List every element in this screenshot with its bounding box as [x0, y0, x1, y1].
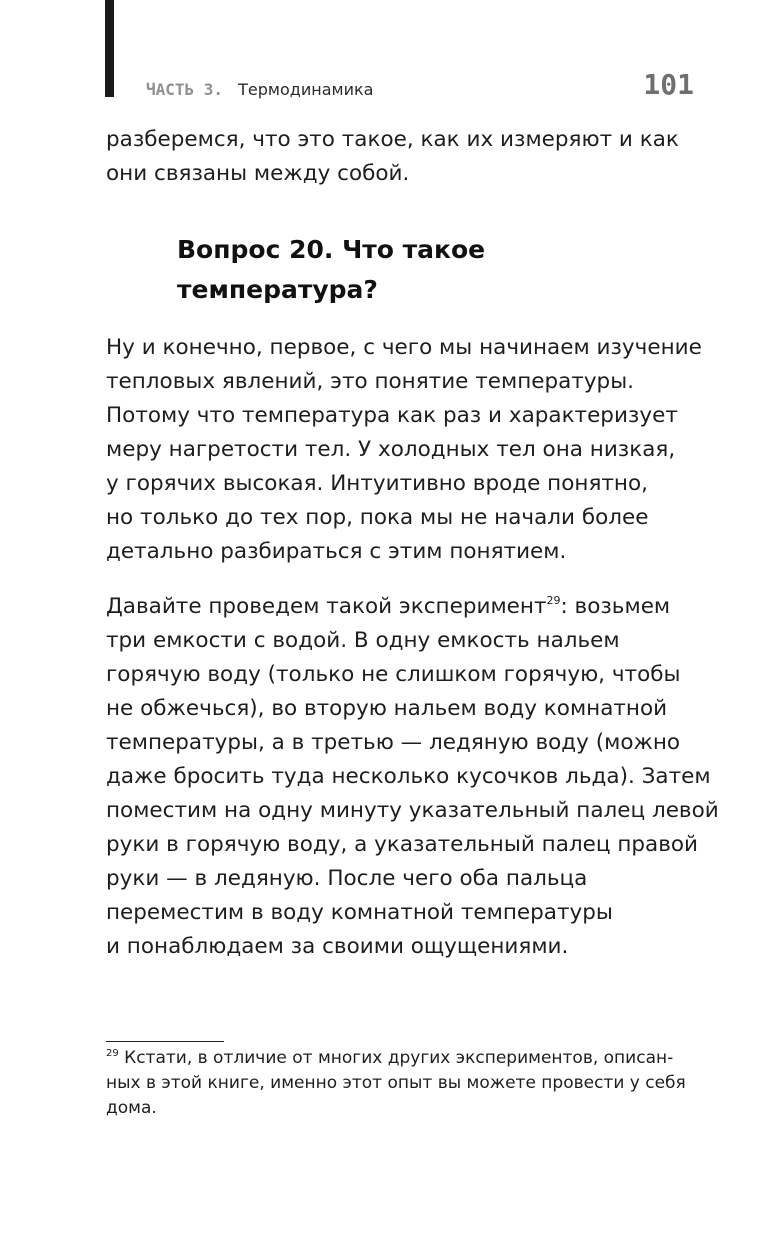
part-label: ЧАСТЬ 3.	[146, 80, 224, 99]
paragraph-temperature-intro	[106, 331, 702, 569]
text-line: и понаблюдаем за своими ощущениями.	[106, 934, 569, 959]
text-line: Потому что температура как раз и характеризует	[106, 403, 678, 428]
footnote-line	[106, 1046, 674, 1071]
text-line: горячую воду (только не слишком горячую, чтобы	[106, 662, 681, 687]
text-line: но только до тех пор, пока мы не начали более	[106, 505, 649, 530]
footnote-number: 29	[106, 1048, 119, 1059]
section-heading	[177, 230, 657, 310]
text-line: поместим на одну минуту указательный палец левой	[106, 798, 719, 823]
text-line: тепловых явлений, это понятие температуры.	[106, 369, 635, 394]
footnote-line: дома.	[106, 1098, 157, 1118]
text-line: переместим в воду комнатной температуры	[106, 900, 613, 925]
text-line: руки в горячую воду, а указательный палец правой	[106, 832, 698, 857]
footnote-text: Кстати, в отличие от многих других экспериментов, описан-	[124, 1048, 674, 1068]
experiment-text-start: Давайте проведем такой эксперимент	[106, 594, 547, 619]
text-line	[106, 590, 671, 624]
paragraph-experiment	[106, 590, 719, 964]
text-line: разберемся, что это такое, как их измеряют и как	[106, 127, 679, 152]
text-line: меру нагретости тел. У холодных тел она низкая,	[106, 437, 676, 462]
footnote-reference[interactable]: 29	[546, 594, 561, 607]
text-line: температуры, а в третью — ледяную воду (можно	[106, 730, 681, 755]
text-line: три емкости с водой. В одну емкость нальем	[106, 628, 620, 653]
text-line: даже бросить туда несколько кусочков льда). Затем	[106, 764, 711, 789]
chapter-side-bar	[105, 0, 114, 97]
running-header	[146, 80, 373, 100]
text-line: руки — в ледяную. После чего оба пальца	[106, 866, 588, 891]
footnote	[106, 1046, 686, 1121]
intro-paragraph	[106, 123, 679, 191]
heading-line: температура?	[177, 275, 378, 304]
text-line: у горячих высокая. Интуитивно вроде понятно,	[106, 471, 648, 496]
footnote-divider	[106, 1041, 224, 1042]
chapter-title: Термодинамика	[238, 80, 374, 99]
experiment-text-end: : возьмем	[560, 594, 671, 619]
text-line: они связаны между собой.	[106, 161, 410, 186]
footnote-line: ных в этой книге, именно этот опыт вы можете провести у себя	[106, 1073, 686, 1093]
text-line: не обжечься), во вторую нальем воду комнатной	[106, 696, 668, 721]
heading-line: Вопрос 20. Что такое	[177, 235, 486, 264]
page-number: 101	[643, 68, 694, 101]
text-line: детально разбираться с этим понятием.	[106, 539, 567, 564]
text-line: Ну и конечно, первое, с чего мы начинаем изучение	[106, 335, 702, 360]
